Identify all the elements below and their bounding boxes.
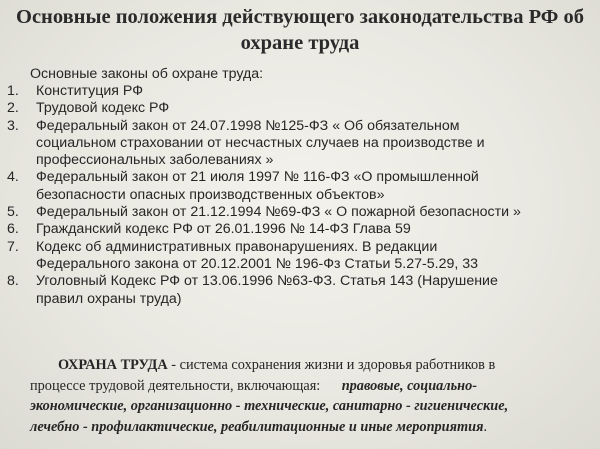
- definition-italic-2: экономические, организационно - технические, санитарно - гигиенические,: [30, 398, 509, 414]
- definition-term: ОХРАНА ТРУДА: [58, 357, 168, 373]
- law-text-line: правил охраны труда): [36, 290, 182, 307]
- law-number: 5.: [7, 204, 19, 221]
- law-item: [0, 100, 590, 117]
- law-text-line: Федеральный закон от 24.07.1998 №125-ФЗ « Об обязательном: [36, 117, 460, 134]
- definition-italic-3: лечебно - профилактические, реабилитационные и иные мероприятия: [30, 418, 484, 435]
- definition-line-4: [30, 417, 570, 438]
- law-text-line: профессиональных заболеваниях »: [36, 152, 274, 169]
- law-text-line: безопасности опасных производственных объектов»: [36, 186, 385, 203]
- definition-italic-1: правовые, социально-: [341, 377, 478, 394]
- law-item: [0, 204, 590, 221]
- definition-line-2: [30, 376, 570, 397]
- definition-text-1: система сохранения жизни и здоровья работников в: [179, 357, 496, 373]
- law-number: 3.: [7, 117, 19, 134]
- law-item: [0, 118, 590, 170]
- law-text-line: Уголовный Кодекс РФ от 13.06.1996 №63-ФЗ. Статья 143 (Нарушение: [36, 273, 498, 290]
- slide-title: [10, 4, 590, 56]
- law-number: 7.: [7, 238, 19, 255]
- law-item: [0, 169, 590, 204]
- law-item: [0, 83, 590, 100]
- law-item: [0, 239, 590, 274]
- definition-block: [30, 355, 570, 437]
- law-number: 2.: [7, 100, 19, 117]
- definition-line-1: [30, 355, 570, 376]
- law-item: [0, 273, 590, 308]
- law-text-line: Федеральный закон от 21 июля 1997 № 116-ФЗ «О промышленной: [36, 169, 479, 186]
- definition-text-2: процессе трудовой деятельности, включающая:: [30, 377, 321, 394]
- title-line-1: Основные положения действующего законодательства РФ об: [16, 6, 584, 28]
- law-text-line: Конституция РФ: [36, 83, 144, 99]
- definition-dash: -: [167, 357, 180, 373]
- title-line-2: охране труда: [240, 32, 360, 54]
- law-number: 4.: [7, 169, 19, 186]
- law-text-line: Кодекс об административных правонарушениях. В редакции: [36, 238, 438, 255]
- law-text-line: Трудовой кодекс РФ: [36, 100, 170, 117]
- laws-intro: Основные законы об охране труда:: [30, 66, 264, 82]
- law-text-line: Федерального закона от 20.12.2001 № 196-Фз Статьи 5.27-5.29, 33: [36, 255, 479, 272]
- law-text-line: Федеральный закон от 21.12.1994 №69-ФЗ « О пожарной безопасности »: [36, 204, 521, 221]
- law-text-line: социальном страховании от несчастных случаев на производстве и: [36, 134, 485, 151]
- law-item: [0, 221, 590, 238]
- laws-list: [0, 83, 590, 308]
- law-text-line: Гражданский кодекс РФ от 26.01.1996 № 14-ФЗ Глава 59: [36, 221, 411, 238]
- definition-period: .: [483, 418, 488, 435]
- law-number: 8.: [7, 273, 19, 290]
- law-number: 1.: [7, 83, 19, 99]
- law-number: 6.: [7, 221, 19, 238]
